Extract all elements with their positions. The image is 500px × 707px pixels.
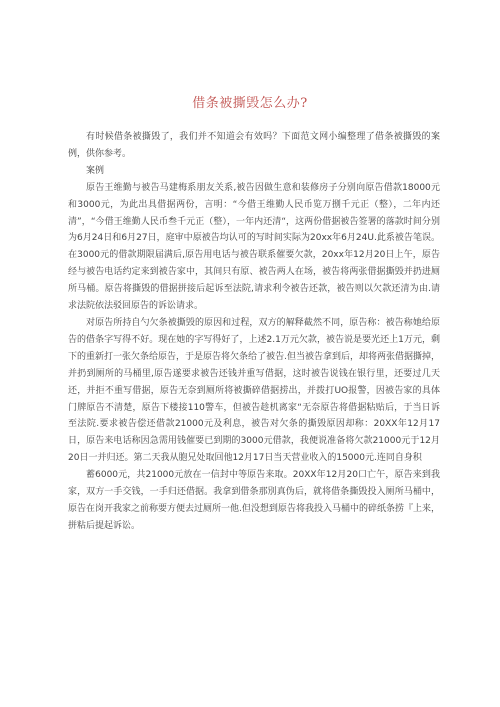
document-title: 借条被撕毁怎么办? bbox=[192, 96, 308, 111]
paragraph-case-heading: 案例 bbox=[86, 165, 105, 176]
paragraph-defendant-account: 蓄6000元，共21000元放在一信封中等原告来取。20XX年12月20口亡午，原告来到我家，双方一手交钱，一手归还借据。我拿到借条那別真伪后，就将借条撕毁投入厕所马桶中，原告在岗开我家之前称要方便去过厕所一他.但没想到原告将我投入马桶中的碎纸条捞『上来，拼粘后提起诉讼。 bbox=[68, 470, 440, 531]
paragraph-case-facts: 原告王维勤与被告马建梅系朋友关系,被告因做生意和装修房子分别向原告借款18000元和3000元，为此出具借据两份，言明：“今借王维勤人民币览万捌千元正（整），二年内还清”，“今借王维勤人民币叁千元正（整），一年内还清“，这两份借据被告签署的落款时间分别为6月24日和6月27日，庭审中原被告均认可的写时间实际为20xx年6月24U.此系被告笔误。在3000元的借款期限届满后,原告用电话与被告联系催要欠款，20xx年12月20日上午，原告经与被告电话约定来到被告家中，其间只有原、被告两人在场，被告将两张借据撕毁并扔进厕所马桶。原告将撕毁的借据拼接后起诉至法院,请求利令被告还款，被告则以欠款还清为由.请求法院依法驳回原告的诉讼请求。 bbox=[68, 182, 440, 312]
paragraph-intro: 有时候借条被撕毁了，我们并不知道会有效吗？下面范文网小编整理了借条被撕毁的案例，供你参考。 bbox=[68, 132, 440, 159]
paragraph-dispute: 对原告所持自勺欠条被撕毁的原因和过程，双方的解释截然不同，原告称：被告称她给原告的借条字写得不好。现在她的字写得好了，上述2.1万元欠款，被告说是要光还上1万元，剩下的重新打一张欠条给原告，于是原告将欠条给了被告.但当被告拿到后，却将两张借据撕掉，并扔到厕所的马桶里,原告遂要求被告还钱并重写借据，这时被告说钱在银行里，还要过几天还，并拒不重写借据，原告无奈到厕所将被撕碎借据捞出，并拨打UO报警，因被告家的具体门牌原告不清楚，原告下楼接110警车，但被告趁机离家“无奈原告将借据粘贴后，于当日诉至法院.要求被告偿还借款21000元及利息，被告对欠条的撕毁原因却称：20XX年12月17日，原告来电话称因急需用钱催要已到期的3000元借款，我便说准备将欠款21000元于12月20日一并归还。第二天我从胞兄处取回他12月17日当天营业收入的15000元.连同自身积 bbox=[68, 317, 440, 464]
document-body bbox=[68, 129, 440, 535]
